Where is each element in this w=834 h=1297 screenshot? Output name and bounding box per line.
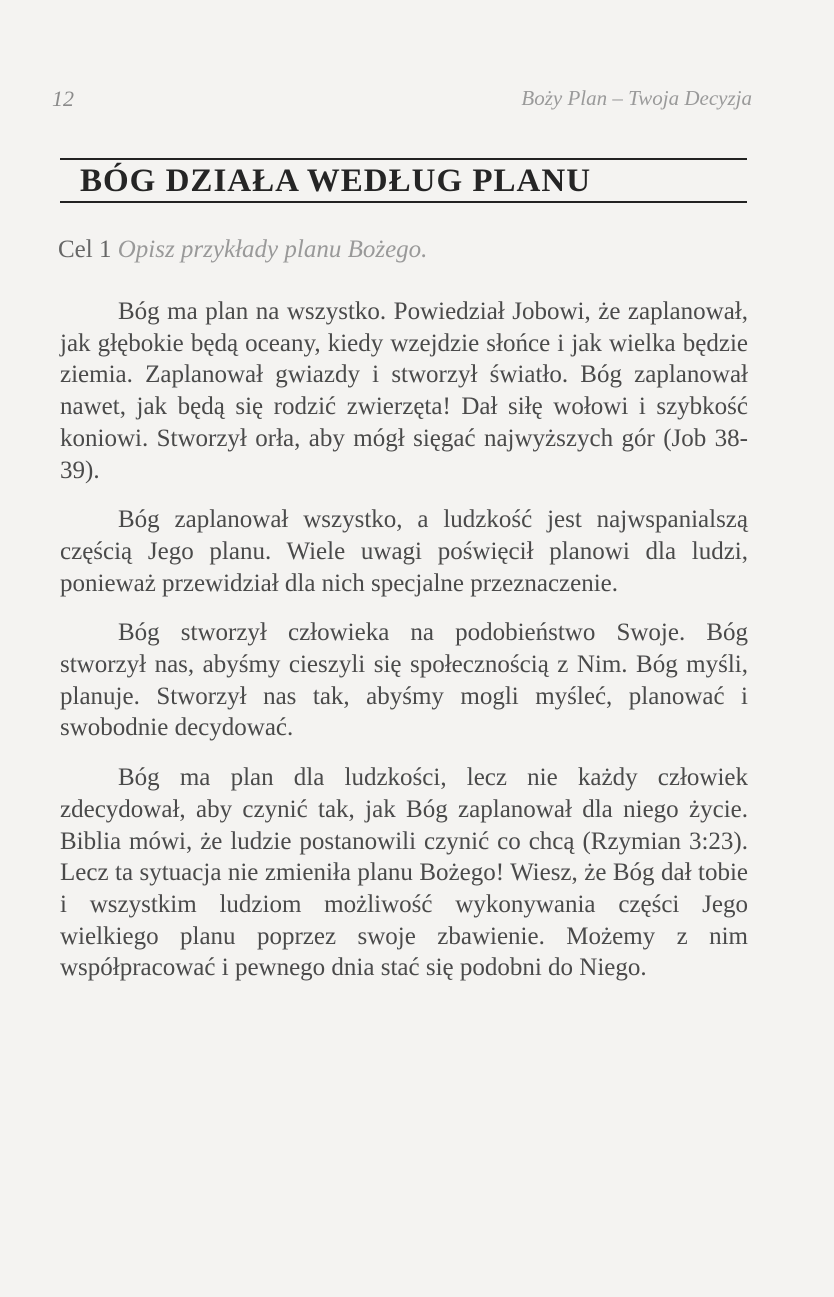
chapter-title: BÓG DZIAŁA WEDŁUG PLANU (80, 163, 592, 199)
running-header: Boży Plan – Twoja Decyzja (521, 86, 752, 110)
page-number: 12 (52, 86, 74, 111)
title-rule-bottom (60, 201, 747, 203)
paragraph: Bóg zaplanował wszystko, a ludzkość jest najwspanialszą częścią Jego planu. Wiele uwagi poświęcił planowi dla ludzi, ponieważ przewidział dla nich specjalne przeznaczenie. (60, 506, 748, 597)
goal-text: Opisz przykłady planu Bożego. (117, 236, 428, 263)
paragraph: Bóg ma plan dla ludzkości, lecz nie każdy człowiek zdecydował, aby czynić tak, jak Bóg zaplanował dla niego życie. Biblia mówi, że ludzie postanowili czynić co chcą (Rzymian 3:23). Lecz ta sytuacja nie zmieniła planu Bożego! Wiesz, że Bóg dał tobie i wszystkim ludziom możliwość wykonywania części Jego wielkiego planu poprzez swoje zbawienie. Możemy z nim współpracować i pewnego dnia stać się podobni do Niego. (60, 764, 748, 982)
paragraph: Bóg ma plan na wszystko. Powiedział Jobowi, że zaplanował, jak głębokie będą oceany, kiedy wzejdzie słońce i jak wielka będzie ziemia. Zaplanował gwiazdy i stworzył światło. Bóg zaplanował nawet, jak będą się rodzić zwierzęta! Dał siłę wołowi i szybkość koniowi. Stworzył orła, aby mógł sięgać najwyższych gór (Job 38-39). (60, 298, 748, 484)
goal-label: Cel 1 (58, 236, 112, 263)
title-rule-top (60, 158, 747, 160)
paragraph: Bóg stworzył człowieka na podobieństwo Swoje. Bóg stworzył nas, abyśmy cieszyli się społecznością z Nim. Bóg myśli, planuje. Stworzył nas tak, abyśmy mogli myśleć, planować i swobodnie decydować. (60, 619, 748, 742)
goal-line (58, 236, 427, 264)
body-text (60, 296, 748, 1002)
